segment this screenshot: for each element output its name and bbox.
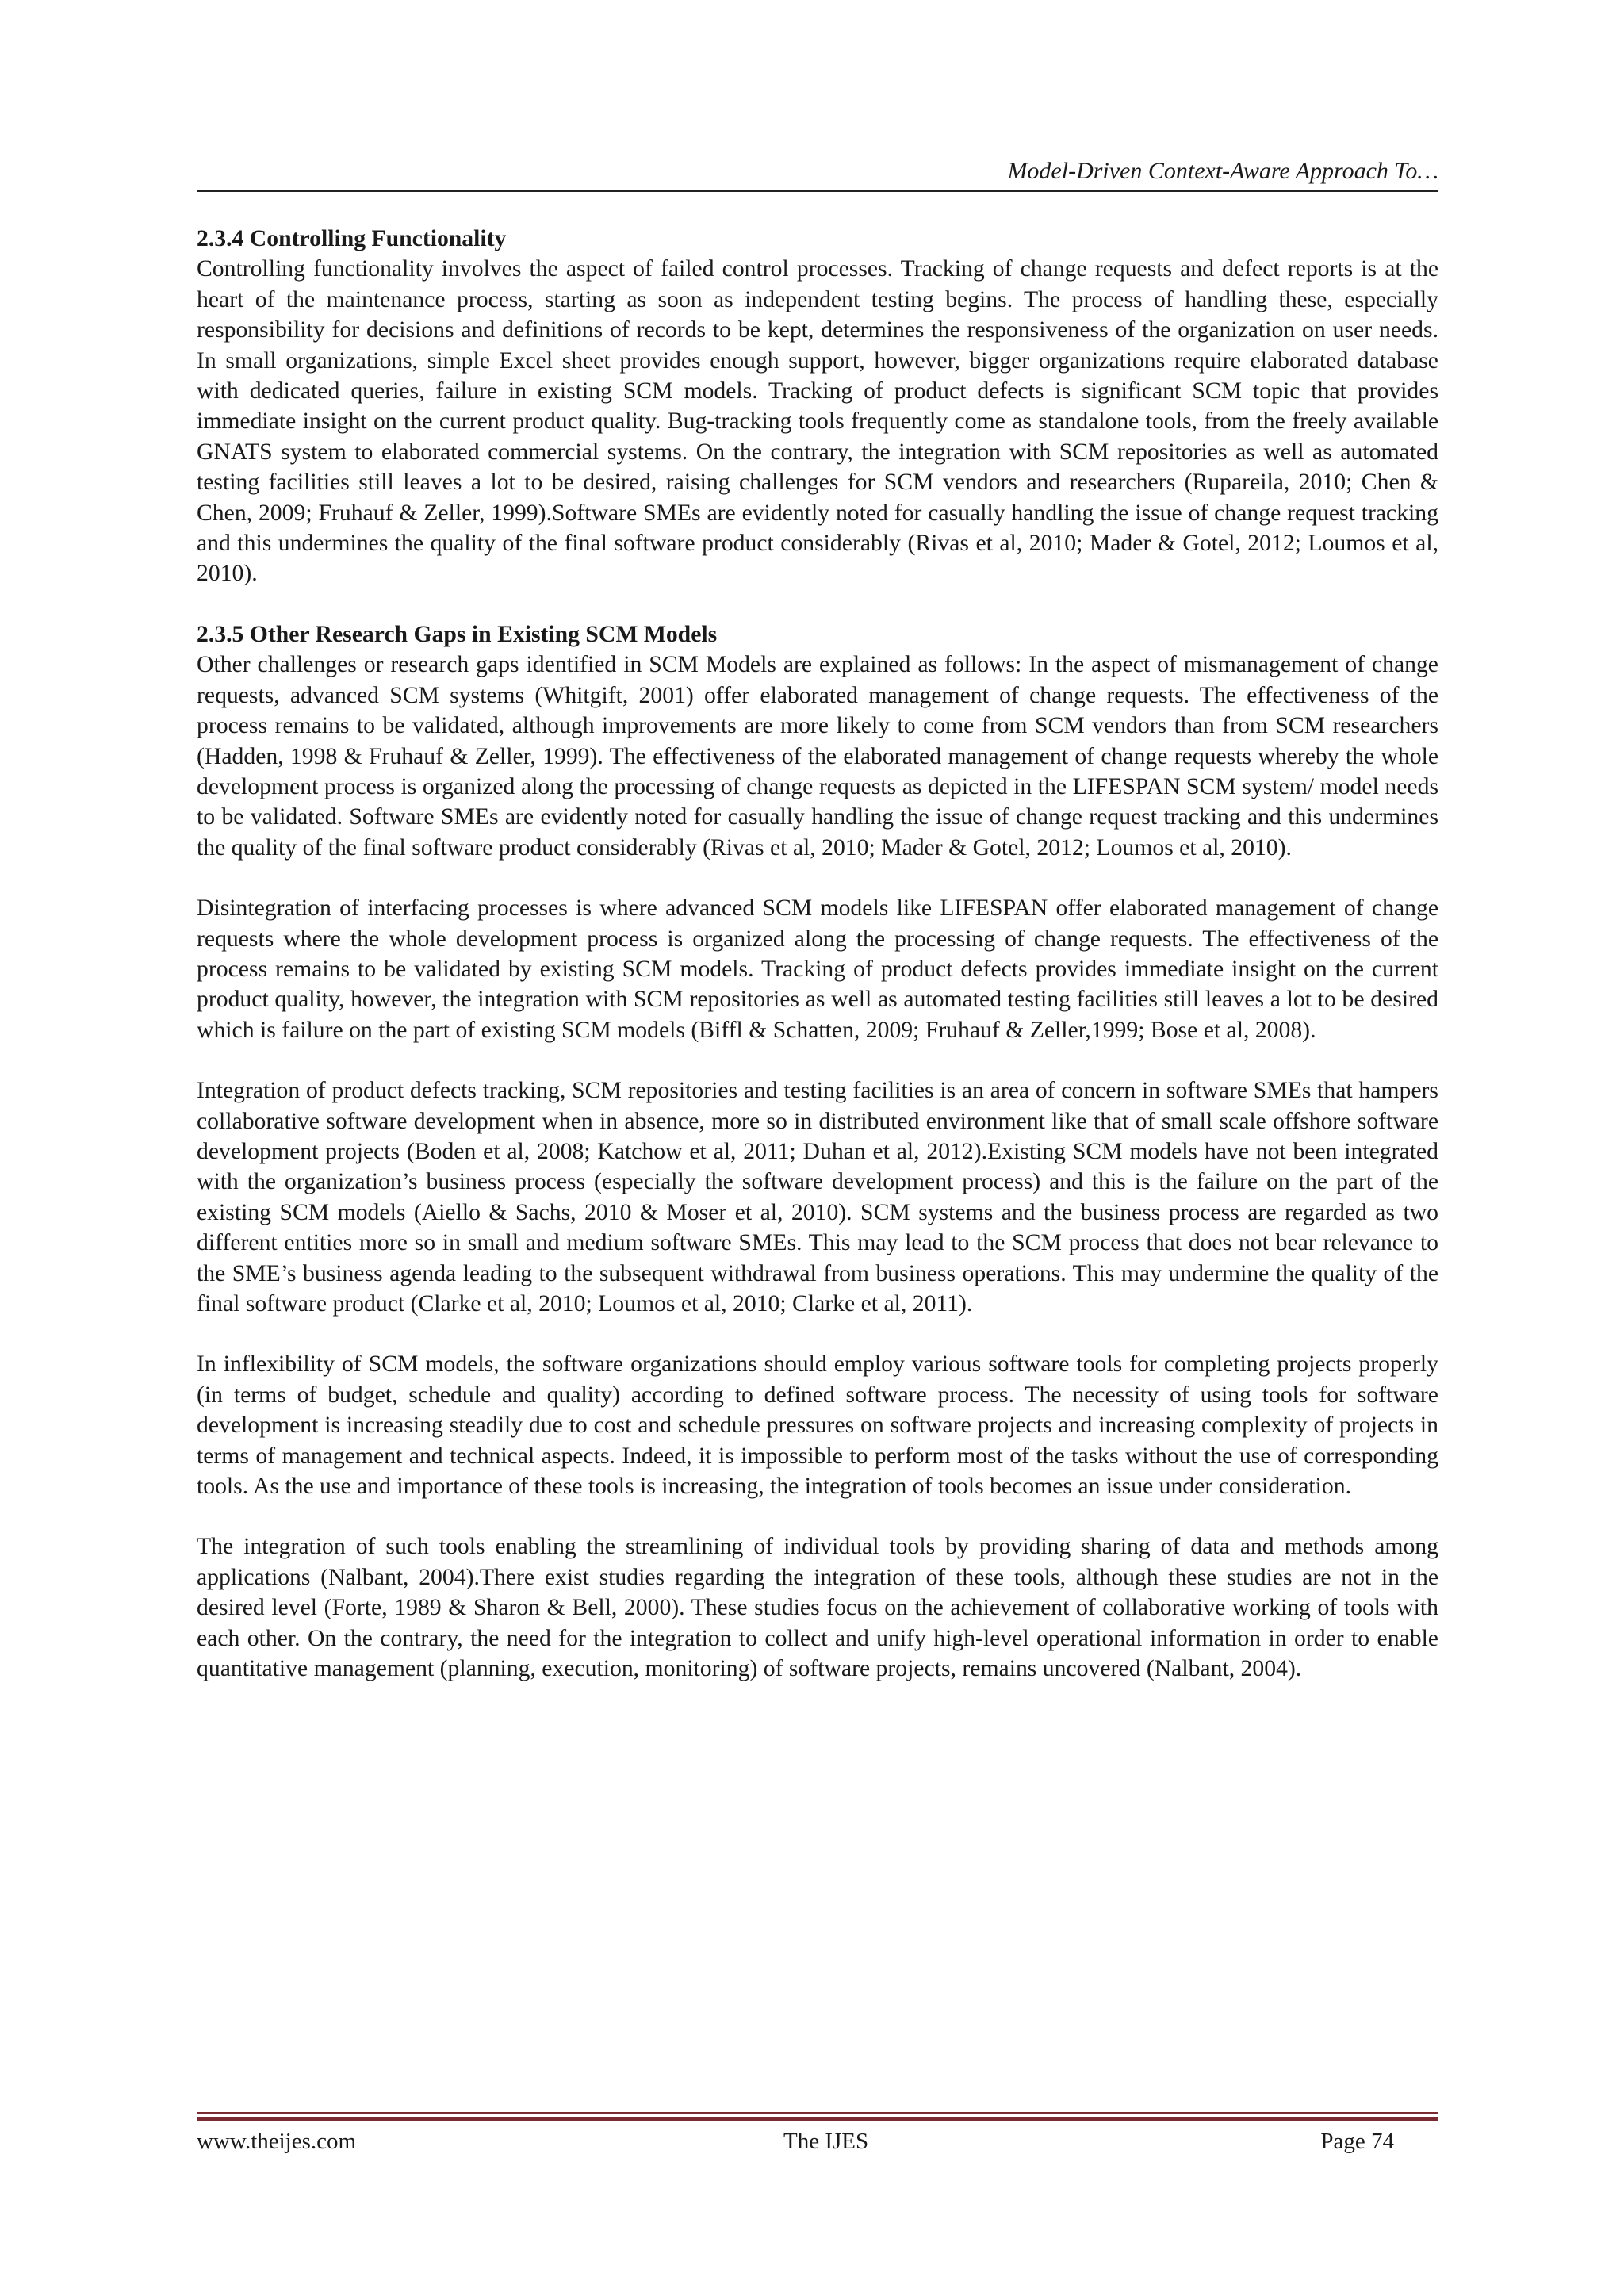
paragraph: Integration of product defects tracking, SCM repositories and testing facilities is an area of concern in software SMEs that hampers collaborative software development when in absence, more so in distributed environment like that of small scale offshore software development projects (Boden et al, 2008; Katchow et al, 2011; Duhan et al, 2012).Existing SCM models have not been integrated with the organization’s business process (especially the software development process) and this is the failure on the part of the existing SCM models (Aiello & Sachs, 2010 & Moser et al, 2010). SCM systems and the business process are regarded as two different entities more so in small and medium software SMEs. This may lead to the SCM process that does not bear relevance to the SME’s business agenda leading to the subsequent withdrawal from business operations. This may undermine the quality of the final software product (Clarke et al, 2010; Loumos et al, 2010; Clarke et al, 2011). (197, 1078, 1438, 1317)
paragraph: In inflexibility of SCM models, the software organizations should employ various software tools for completing projects properly (in terms of budget, schedule and quality) according to defined software process. The necessity of using tools for software development is increasing steadily due to cost and schedule pressures on software projects and increasing complexity of projects in terms of management and technical aspects. Indeed, it is impossible to perform most of the tasks without the use of corresponding tools. As the use and importance of these tools is increasing, the integration of tools becomes an issue under consideration. (197, 1351, 1438, 1500)
paragraph-gap (197, 863, 1438, 893)
section-heading: 2.3.4 Controlling Functionality (197, 226, 507, 251)
section-heading: 2.3.5 Other Research Gaps in Existing SCM Models (197, 621, 718, 647)
paragraph-gap (197, 1501, 1438, 1531)
page-body (197, 224, 1438, 1684)
paragraph-gap (197, 589, 1438, 619)
footer-journal-name: The IJES (783, 2129, 869, 2154)
header-rule (197, 190, 1438, 192)
footer-page-number: Page 74 (1320, 2129, 1394, 2154)
footer-website-link[interactable]: www.theijes.com (197, 2129, 357, 2154)
footer-rule (197, 2112, 1438, 2114)
running-header: Model-Driven Context-Aware Approach To… (1007, 158, 1438, 184)
paragraph-gap (197, 1045, 1438, 1075)
paragraph: The integration of such tools enabling the streamlining of individual tools by providing sharing of data and methods among applications (Nalbant, 2004).There exist studies regarding the integration of these tools, although these studies are not in the desired level (Forte, 1989 & Sharon & Bell, 2000). These studies focus on the achievement of collaborative working of tools with each other. On the contrary, the need for the integration to collect and unify high-level operational information in order to enable quantitative management (planning, execution, monitoring) of software projects, remains uncovered (Nalbant, 2004). (197, 1534, 1438, 1682)
section-2-3-4 (197, 224, 1438, 589)
paragraph-gap (197, 1319, 1438, 1349)
paragraph: Controlling functionality involves the aspect of failed control processes. Tracking of change requests and defect reports is at the heart of the maintenance process, starting as soon as independent testing begins. The process of handling these, especially responsibility for decisions and definitions of records to be kept, determines the responsiveness of the organization on user needs. In small organizations, simple Excel sheet provides enough support, however, bigger organizations require elaborated database with dedicated queries, failure in existing SCM models. Tracking of product defects is significant SCM topic that provides immediate insight on the current product quality. Bug-tracking tools frequently come as standalone tools, from the freely available GNATS system to elaborated commercial systems. On the contrary, the integration with SCM repositories as well as automated testing facilities still leaves a lot to be desired, raising challenges for SCM vendors and researchers (Rupareila, 2010; Chen & Chen, 2009; Fruhauf & Zeller, 1999).Software SMEs are evidently noted for casually handling the issue of change request tracking and this undermines the quality of the final software product considerably (Rivas et al, 2010; Mader & Gotel, 2012; Loumos et al, 2010). (197, 256, 1438, 587)
footer-rule-thick (197, 2117, 1438, 2121)
section-2-3-5 (197, 619, 1438, 1685)
paragraph: Disintegration of interfacing processes is where advanced SCM models like LIFESPAN offer elaborated management of change requests where the whole development process is organized along the processing of change requests. The effectiveness of the process remains to be validated by existing SCM models. Tracking of product defects provides immediate insight on the current product quality, however, the integration with SCM repositories as well as automated testing facilities still leaves a lot to be desired which is failure on the part of existing SCM models (Biffl & Schatten, 2009; Fruhauf & Zeller,1999; Bose et al, 2008). (197, 895, 1438, 1043)
paragraph: Other challenges or research gaps identified in SCM Models are explained as follows: In the aspect of mismanagement of change requests, advanced SCM systems (Whitgift, 2001) offer elaborated management of change requests. The effectiveness of the process remains to be validated, although improvements are more likely to come from SCM vendors than from SCM researchers (Hadden, 1998 & Fruhauf & Zeller, 1999). The effectiveness of the elaborated management of change requests whereby the whole development process is organized along the processing of change requests as depicted in the LIFESPAN SCM system/ model needs to be validated. Software SMEs are evidently noted for casually handling the issue of change request tracking and this undermines the quality of the final software product considerably (Rivas et al, 2010; Mader & Gotel, 2012; Loumos et al, 2010). (197, 652, 1438, 861)
